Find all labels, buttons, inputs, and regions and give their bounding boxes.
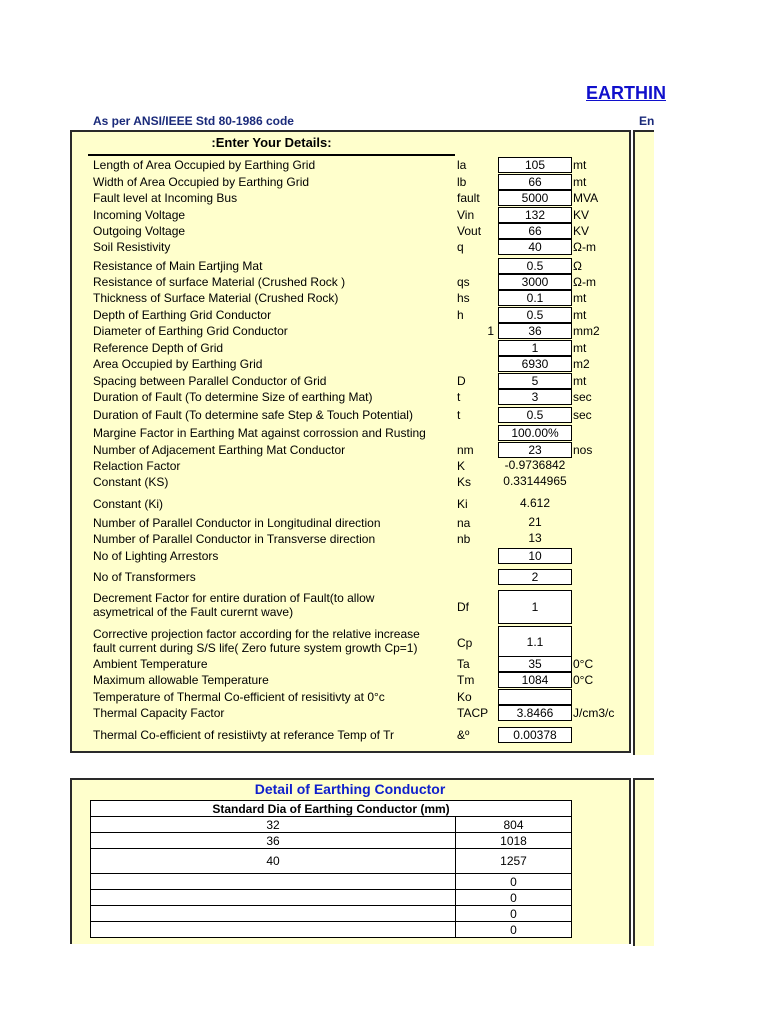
detail-label: Width of Area Occupied by Earthing Grid	[93, 175, 310, 189]
detail-label: Thermal Co-efficient of resistiivty at referance Temp of Tr	[93, 728, 395, 742]
conductor-title: Detail of Earthing Conductor	[254, 781, 446, 797]
detail-unit: 0°C	[573, 673, 594, 687]
detail-label: Number of Adjacement Earthing Mat Conductor	[93, 443, 346, 457]
detail-unit: sec	[573, 390, 592, 404]
detail-symbol: qs	[457, 275, 470, 289]
detail-row	[72, 407, 632, 423]
detail-row	[72, 496, 632, 512]
detail-label: fault current during S/S life( Zero future system growth Cp=1)	[93, 641, 418, 655]
detail-unit: mt	[573, 374, 587, 388]
detail-symbol: Vout	[457, 224, 482, 238]
detail-symbol: Vin	[457, 208, 475, 222]
input-cell[interactable]: 5	[498, 373, 572, 389]
detail-row	[72, 548, 632, 564]
detail-row	[72, 425, 632, 441]
detail-label: Margine Factor in Earthing Mat against corrossion and Rusting	[93, 426, 426, 440]
detail-unit: sec	[573, 408, 592, 422]
detail-label: asymetrical of the Fault curernt wave)	[93, 605, 294, 619]
detail-row	[72, 157, 632, 173]
input-cell[interactable]: 0.5	[498, 258, 572, 274]
detail-unit: Ω-m	[573, 275, 596, 289]
detail-row	[72, 290, 632, 306]
detail-label: Relaction Factor	[93, 459, 181, 473]
detail-symbol: fault	[457, 191, 480, 205]
detail-row	[72, 531, 632, 547]
input-cell[interactable]: 0.5	[498, 407, 572, 423]
detail-symbol: Df	[457, 600, 469, 614]
input-cell[interactable]: 100.00%	[498, 425, 572, 441]
detail-row	[72, 307, 632, 323]
input-cell[interactable]: 1.1	[498, 626, 572, 659]
detail-symbol: &º	[457, 728, 470, 742]
detail-row	[72, 389, 632, 405]
detail-label: No of Transformers	[93, 570, 196, 584]
detail-symbol: na	[457, 516, 471, 530]
detail-label: Duration of Fault (To determine safe Step & Touch Potential)	[93, 408, 413, 422]
conductor-area: 0	[456, 906, 572, 922]
detail-symbol: t	[457, 390, 461, 404]
detail-label: Length of Area Occupied by Earthing Grid	[93, 158, 316, 172]
input-cell[interactable]: 66	[498, 223, 572, 239]
conductor-dia: 36	[91, 833, 456, 849]
detail-unit: KV	[573, 224, 590, 238]
detail-label: Ambient Temperature	[93, 657, 208, 671]
detail-symbol: TACP	[457, 706, 489, 720]
detail-label: Thermal Capacity Factor	[93, 706, 225, 720]
conductor-dia: 32	[91, 817, 456, 833]
detail-symbol: Cp	[457, 636, 473, 650]
detail-row	[72, 373, 632, 389]
detail-label: Temperature of Thermal Co-efficient of resisitivty at 0°c	[93, 690, 385, 704]
conductor-dia	[91, 890, 456, 906]
detail-label: Decrement Factor for entire duration of Fault(to allow	[93, 591, 375, 605]
detail-label: Resistance of surface Material (Crushed Rock )	[93, 275, 346, 289]
input-cell[interactable]: 132	[498, 207, 572, 223]
detail-row	[72, 258, 632, 274]
detail-unit: KV	[573, 208, 590, 222]
input-cell[interactable]	[498, 689, 572, 705]
conductor-dia	[91, 874, 456, 890]
detail-label: Number of Parallel Conductor in Transverse direction	[93, 532, 376, 546]
detail-unit: mt	[573, 158, 587, 172]
detail-symbol: K	[457, 459, 466, 473]
detail-symbol: la	[457, 158, 467, 172]
computed-value: 21	[528, 515, 542, 529]
detail-symbol: nm	[457, 443, 474, 457]
detail-symbol: hs	[457, 291, 470, 305]
conductor-right-strip	[633, 778, 654, 946]
right-panel-strip	[633, 130, 654, 755]
input-cell[interactable]: 40	[498, 239, 572, 255]
detail-row	[72, 590, 632, 624]
conductor-area: 1018	[456, 833, 572, 849]
detail-row	[72, 626, 632, 659]
detail-label: Corrective projection factor according for the relative increase	[93, 627, 420, 641]
conductor-dia: 40	[91, 849, 456, 874]
detail-symbol: Ko	[457, 690, 472, 704]
detail-unit: mt	[573, 175, 587, 189]
detail-row	[72, 174, 632, 190]
input-cell[interactable]: 2	[498, 569, 572, 585]
detail-unit: MVA	[573, 191, 599, 205]
detail-label: Outgoing Voltage	[93, 224, 186, 238]
detail-row	[72, 207, 632, 223]
conductor-dia	[91, 906, 456, 922]
input-cell[interactable]: 0.00378	[498, 727, 572, 743]
input-cell[interactable]: 1084	[498, 672, 572, 688]
conductor-area: 0	[456, 890, 572, 906]
detail-label: Diameter of Earthing Grid Conductor	[93, 324, 288, 338]
detail-row	[72, 705, 632, 721]
computed-value: -0.9736842	[504, 458, 566, 472]
input-cell[interactable]: 5000	[498, 190, 572, 206]
computed-value: 4.612	[519, 496, 551, 510]
input-cell[interactable]: 3000	[498, 274, 572, 290]
input-cell[interactable]: 0.5	[498, 307, 572, 323]
detail-symbol: Ta	[457, 657, 470, 671]
input-cell[interactable]: 1	[498, 590, 572, 624]
input-cell[interactable]: 6930	[498, 356, 572, 372]
detail-row	[72, 458, 632, 474]
conductor-table	[90, 800, 572, 938]
detail-unit: m2	[573, 357, 590, 371]
computed-value: 0.33144965	[503, 474, 567, 488]
detail-symbol: Tm	[457, 673, 475, 687]
detail-row	[72, 356, 632, 372]
detail-row	[72, 239, 632, 255]
detail-label: Constant (KS)	[93, 475, 169, 489]
detail-row	[72, 274, 632, 290]
detail-symbol: Ki	[457, 497, 468, 511]
detail-unit: mt	[573, 308, 587, 322]
detail-unit: nos	[573, 443, 593, 457]
detail-row	[72, 323, 632, 339]
conductor-area: 1257	[456, 849, 572, 874]
input-cell[interactable]: 0.1	[498, 290, 572, 306]
detail-row	[72, 727, 632, 743]
detail-label: Maximum allowable Temperature	[93, 673, 269, 687]
detail-label: Number of Parallel Conductor in Longitudinal direction	[93, 516, 381, 530]
detail-unit: J/cm3/c	[573, 706, 615, 720]
detail-label: Area Occupied by Earthing Grid	[93, 357, 263, 371]
input-cell[interactable]: 36	[498, 323, 572, 339]
detail-row	[72, 569, 632, 585]
detail-row	[72, 656, 632, 672]
detail-label: Constant (Ki)	[93, 497, 164, 511]
conductor-area: 0	[456, 922, 572, 938]
detail-row	[72, 340, 632, 356]
detail-label: Resistance of Main Eartjing Mat	[93, 259, 263, 273]
detail-label: Depth of Earthing Grid Conductor	[93, 308, 272, 322]
input-cell[interactable]: 1	[498, 340, 572, 356]
detail-index: 1	[487, 324, 494, 338]
detail-symbol: q	[457, 240, 464, 254]
computed-value: 13	[528, 531, 542, 545]
detail-label: Duration of Fault (To determine Size of earthing Mat)	[93, 390, 373, 404]
detail-row	[72, 474, 632, 490]
detail-symbol: h	[457, 308, 464, 322]
details-heading: :Enter Your Details:	[88, 134, 455, 156]
conductor-area: 0	[456, 874, 572, 890]
detail-symbol: Ks	[457, 475, 472, 489]
detail-row	[72, 223, 632, 239]
input-cell[interactable]: 3.8466	[498, 705, 572, 721]
input-cell[interactable]: 35	[498, 656, 572, 672]
detail-label: Reference Depth of Grid	[93, 341, 224, 355]
detail-symbol: lb	[457, 175, 467, 189]
right-panel-heading: En	[639, 114, 655, 128]
detail-row	[72, 689, 632, 705]
detail-label: Thickness of Surface Material (Crushed Rock)	[93, 291, 339, 305]
input-cell[interactable]: 105	[498, 157, 572, 173]
detail-label: Spacing between Parallel Conductor of Grid	[93, 374, 327, 388]
detail-row	[72, 515, 632, 531]
input-cell[interactable]: 3	[498, 389, 572, 405]
input-cell[interactable]: 66	[498, 174, 572, 190]
detail-row	[72, 672, 632, 688]
input-cell[interactable]: 10	[498, 548, 572, 564]
detail-unit: Ω	[573, 259, 582, 273]
detail-label: Fault level at Incoming Bus	[93, 191, 238, 205]
detail-unit: 0°C	[573, 657, 594, 671]
detail-label: No of Lighting Arrestors	[93, 549, 219, 563]
detail-symbol: D	[457, 374, 466, 388]
detail-unit: mt	[573, 291, 587, 305]
detail-unit: mt	[573, 341, 587, 355]
conductor-area: 804	[456, 817, 572, 833]
page-title: EARTHIN	[586, 83, 666, 103]
detail-unit: mm2	[573, 324, 600, 338]
conductor-table-header: Standard Dia of Earthing Conductor (mm)	[91, 801, 572, 817]
detail-row	[72, 190, 632, 206]
detail-symbol: nb	[457, 532, 471, 546]
detail-symbol: t	[457, 408, 461, 422]
detail-label: Soil Resistivity	[93, 240, 171, 254]
conductor-dia	[91, 922, 456, 938]
standard-note: As per ANSI/IEEE Std 80-1986 code	[93, 114, 294, 128]
detail-unit: Ω-m	[573, 240, 596, 254]
input-cell[interactable]: 23	[498, 442, 572, 458]
detail-label: Incoming Voltage	[93, 208, 186, 222]
detail-row	[72, 442, 632, 458]
